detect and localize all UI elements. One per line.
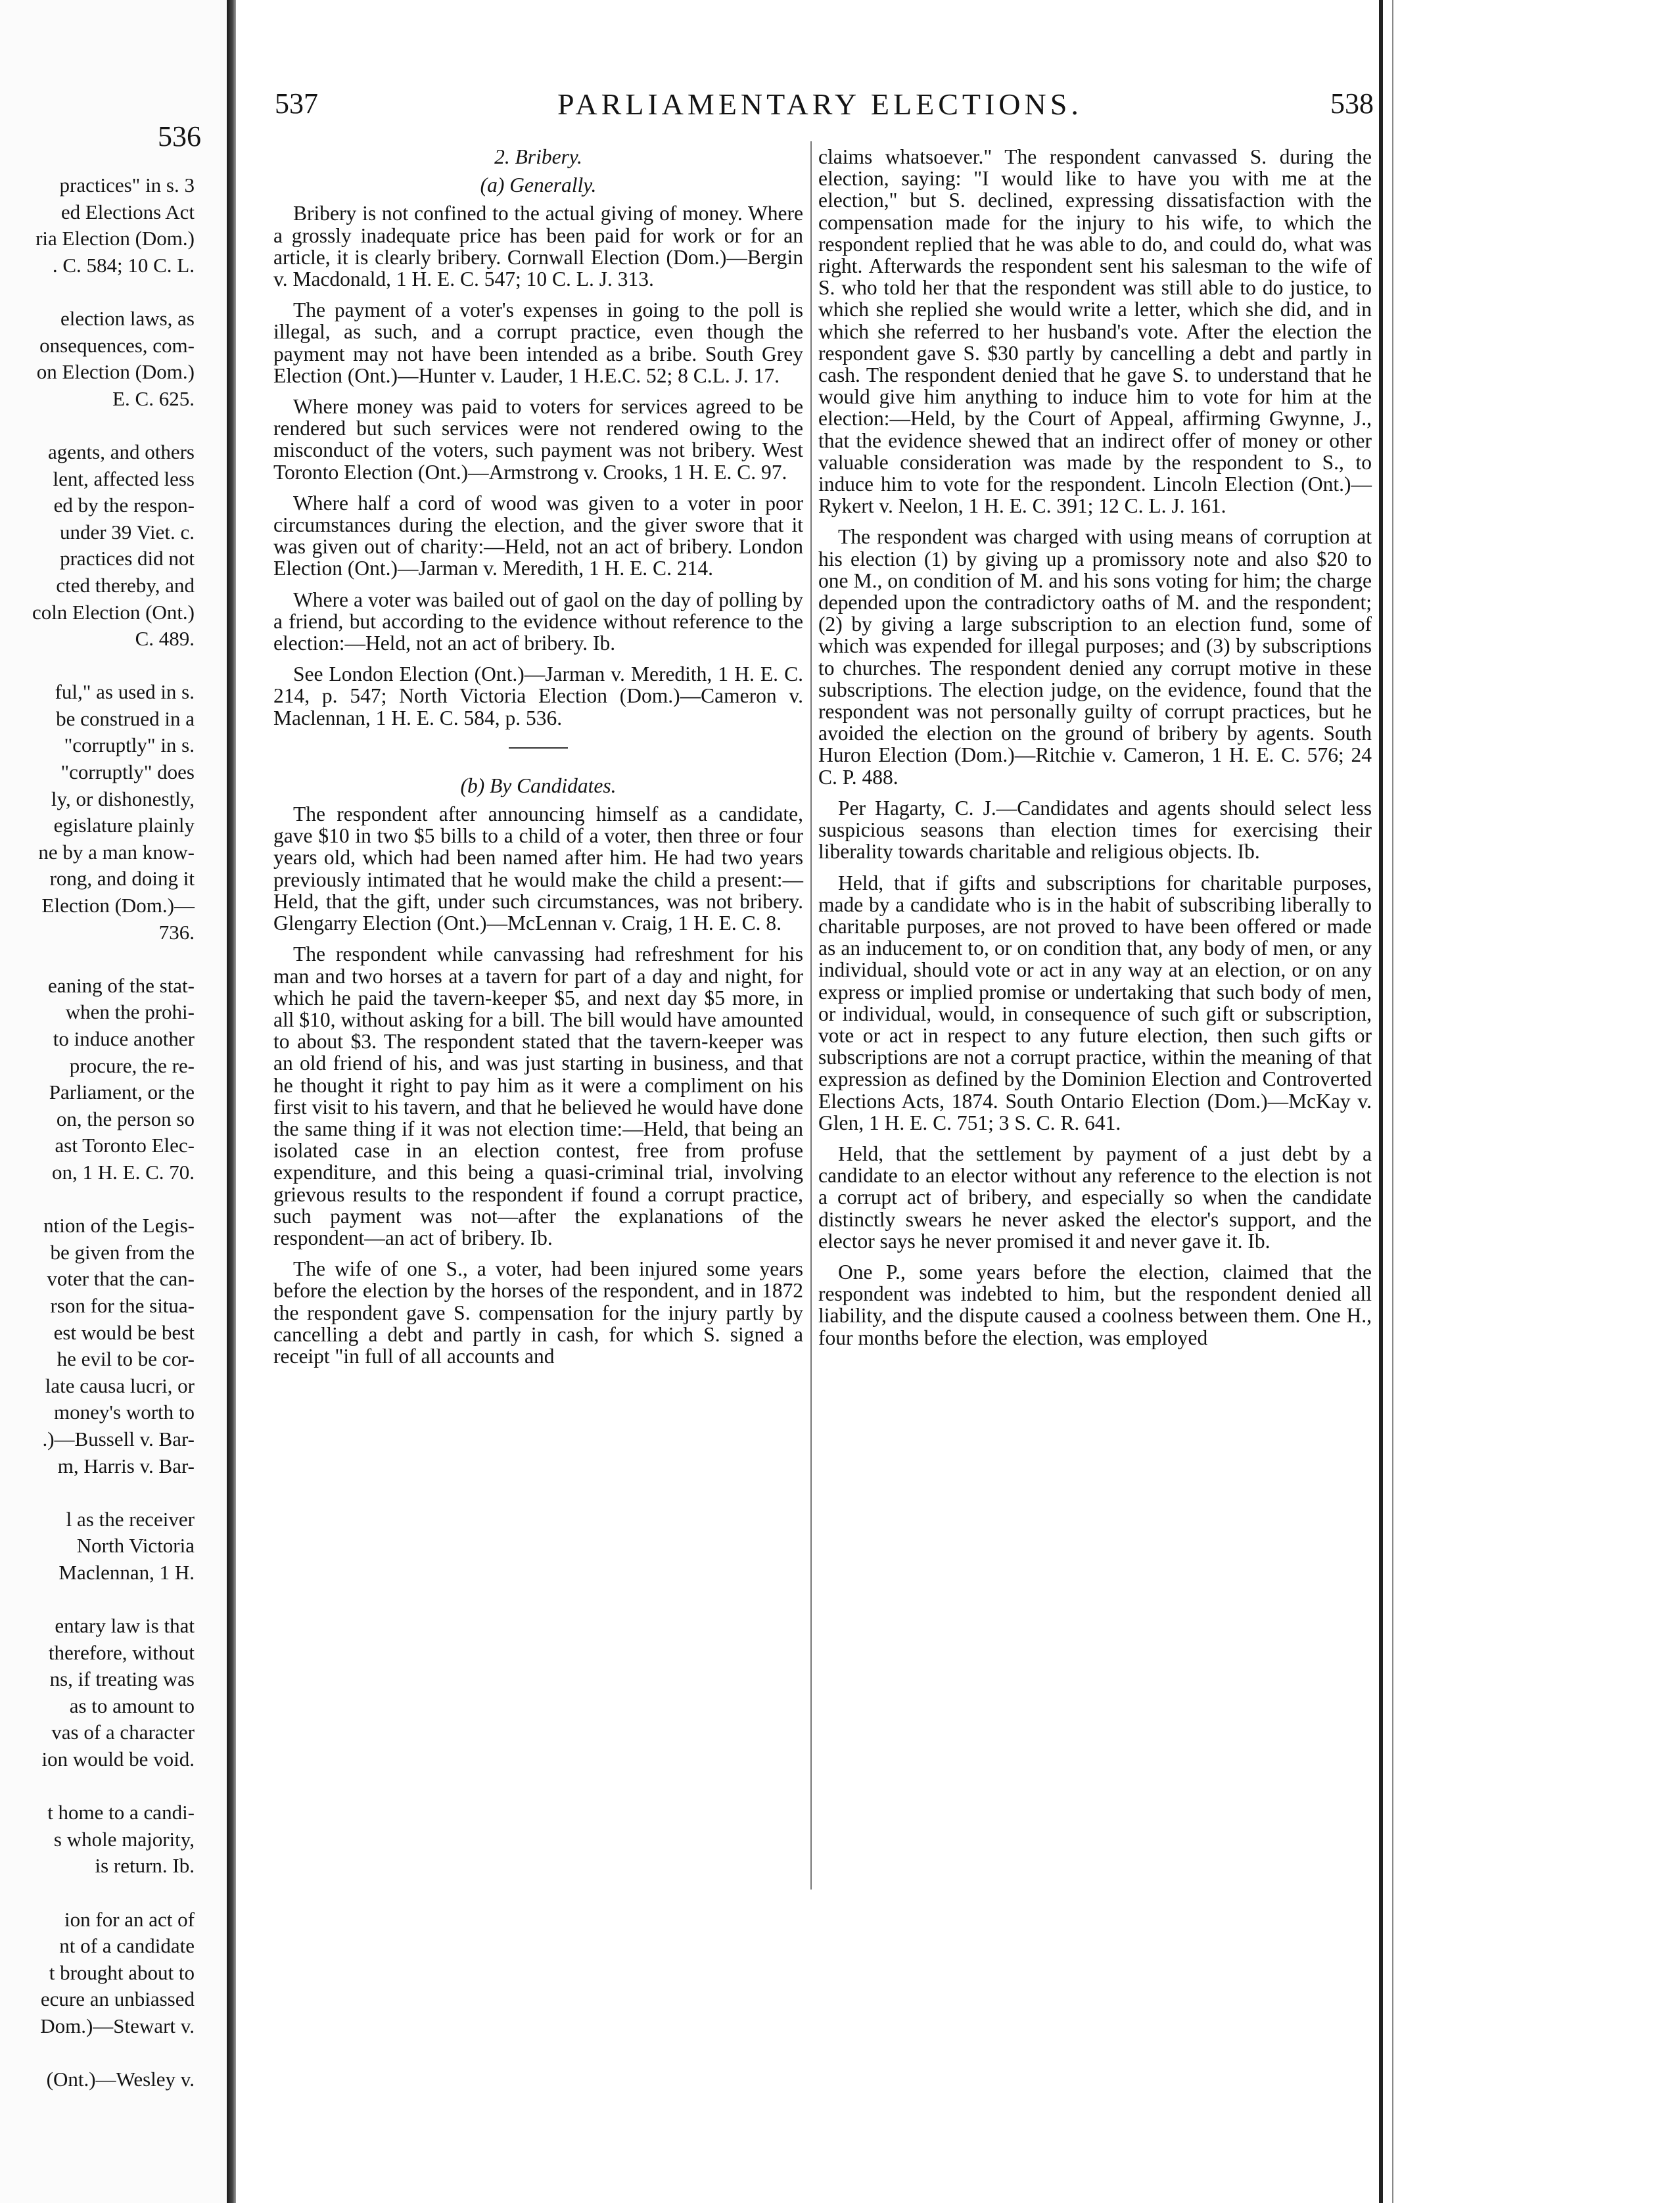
running-title: PARLIAMENTARY ELECTIONS. xyxy=(557,87,1083,121)
paragraph: Where money was paid to voters for services agreed to be rendered but such services were not rendered owing to the misconduct of the voters, such payment was not bribery. West Toronto Election (Ont.)—Armstrong v. Crooks, 1 H. E. C. 97. xyxy=(273,395,803,484)
paragraph: Held, that if gifts and subscriptions for charitable purposes, made by a candidate who is in the habit of subscribing liberally to charitable purposes, are not proved to have been offered or made as an inducement to, or on condition that, any body of men, or any individual, should vote or act in any way at an election, or on any express or implied promise or undertaking that such body of men, or individual, would, in consequence of such gift or subscription, vote or act in respect to any future election, then such gifts or subscriptions are not a corrupt practice, within the meaning of that expression as defined by the Dominion Election and Controverted Elections Acts, 1874. South Ontario Election (Dom.)—McKay v. Glen, 1 H. E. C. 751; 3 S. C. R. 641. xyxy=(818,871,1372,1134)
left-page-line: as to amount to xyxy=(69,1694,195,1717)
left-page-line: ly, or dishonestly, xyxy=(51,787,195,810)
left-page-line: is return. Ib. xyxy=(95,1854,195,1878)
text-column-left xyxy=(273,146,803,1376)
paragraph: Held, that the settlement by payment of a just debt by a candidate to an elector without any reference to the election is not a corrupt act of bribery, and especially so when the candidate distinctly swears he never asked the elector's support, and the elector says he never promised it and never gave it. Ib. xyxy=(818,1142,1372,1253)
page-header xyxy=(275,87,1374,126)
left-page-line: on, the person so xyxy=(56,1107,195,1130)
paragraph: The respondent while canvassing had refreshment for his man and two horses at a tavern for part of a day and night, for which he paid the tavern-keeper $5, and next day $5 more, in all $10, without asking for a bill. The bill would have amounted to about $3. The respondent stated that the tavern-keeper was an old friend of his, and was just starting in business, and that he thought it right to pay him as it were a compliment on his first visit to his tavern, and that he believed he would have done the same thing if it was not election time:—Held, that being an isolated case in an election contest, free from profuse expenditure, and this being a quasi-criminal trial, involving grievous results to the respondent if found a corrupt practice, such payment was not—after the explanations of the respondent—an act of bribery. Ib. xyxy=(273,942,803,1249)
left-page-line xyxy=(0,279,195,306)
left-page-line: election laws, as xyxy=(60,306,195,330)
section-heading: 2. Bribery. xyxy=(494,145,582,168)
left-page-line: he evil to be cor- xyxy=(57,1347,195,1371)
left-page-line: be given from the xyxy=(50,1240,195,1264)
section-rule xyxy=(509,747,568,749)
left-page-line: .)—Bussell v. Bar- xyxy=(42,1427,195,1450)
left-page-line: entary law is that xyxy=(55,1614,195,1638)
left-page-line: t home to a candi- xyxy=(47,1801,195,1824)
page-edge-line xyxy=(1392,0,1393,2203)
left-page-line: 736. xyxy=(158,920,195,944)
page-number-left: 537 xyxy=(275,87,318,120)
paragraph: The respondent was charged with using means of corruption at his election (1) by giving up a promissory note and also $20 to one M., on condition of M. and his sons voting for him; the charge depended upon the contradictory oaths of M. and the respondent; (2) by giving a large subscription to an election fund, some of which was expended for illegal purposes; and (3) by subscriptions to churches. The respondent denied any corrupt motive in these subscriptions. The election judge, on the evidence, found that the respondent was not personally guilty of corrupt practices, but he avoided the election on the ground of bribery by agents. South Huron Election (Dom.)—Ritchie v. Cameron, 1 H. E. C. 576; 24 C. P. 488. xyxy=(818,525,1372,789)
left-page-line: "corruptly" does xyxy=(60,760,195,784)
left-page-line xyxy=(0,1186,195,1213)
left-page-line: practices did not xyxy=(60,547,195,570)
left-page-line: ria Election (Dom.) xyxy=(35,227,195,250)
paragraph: The respondent after announcing himself as a candidate, gave $10 in two $5 bills to a child of a voter, then three or four years old, which had been named after him. He had two years previously intimated that he would make the child a present:—Held, that the gift, under such circumstances, was not bribery. Glengarry Election (Ont.)—McLennan v. Craig, 1 H. E. C. 8. xyxy=(273,802,803,935)
paragraph: Where a voter was bailed out of gaol on the day of polling by a friend, but according to the evidence without reference to the election:—Held, not an act of bribery. Ib. xyxy=(273,588,803,655)
page-edge xyxy=(1379,0,1383,2203)
left-page-line: "corruptly" in s. xyxy=(64,733,195,757)
paragraph: The payment of a voter's expenses in going to the poll is illegal, as such, and a corrupt practice, even though the payment may not have been intended as a bribe. South Grey Election (Ont.)—Hunter v. Lauder, 1 H.E.C. 52; 8 C.L. J. 17. xyxy=(273,298,803,387)
left-page-line xyxy=(0,1586,195,1613)
left-page-line: egislature plainly xyxy=(53,814,195,837)
left-page-line: rson for the situa- xyxy=(50,1293,195,1317)
paragraph: One P., some years before the election, claimed that the respondent was indebted to him, but the respondent denied all liability, and the dispute caused a coolness between them. One H., four months before the election, was employed xyxy=(818,1260,1372,1349)
left-page-line: (Ont.)—Wesley v. xyxy=(46,2068,195,2091)
page-number-right: 538 xyxy=(1330,87,1374,120)
left-page-line: ion would be void. xyxy=(41,1748,195,1771)
left-page-line: be construed in a xyxy=(56,707,195,730)
left-page-line xyxy=(0,653,195,680)
left-page-line xyxy=(0,1773,195,1800)
left-page-line: late causa lucri, or xyxy=(45,1374,195,1397)
left-page-line: Election (Dom.)— xyxy=(41,894,195,917)
left-page-line: ful," as used in s. xyxy=(55,680,195,704)
left-page-line: ntion of the Legis- xyxy=(43,1214,195,1238)
left-page-line: eaning of the stat- xyxy=(48,973,195,997)
left-page-line xyxy=(0,412,195,439)
left-page-fragment xyxy=(0,0,227,2203)
left-page-line: cted thereby, and xyxy=(56,573,195,597)
left-page-line: procure, the re- xyxy=(69,1054,195,1077)
left-page-line: coln Election (Ont.) xyxy=(32,600,195,624)
left-page-line: nt of a candidate xyxy=(59,1934,195,1958)
left-page-line: money's worth to xyxy=(54,1401,195,1424)
paragraph: Bribery is not confined to the actual giving of money. Where a grossly inadequate price has been paid for work or for an article, it is clearly bribery. Cornwall Election (Dom.)—Bergin v. Macdonald, 1 H. E. C. 547; 10 C. L. J. 313. xyxy=(273,202,803,291)
left-page-number: 536 xyxy=(158,120,201,152)
left-page-line: lent, affected less xyxy=(53,467,195,490)
text-column-right xyxy=(818,146,1372,1358)
left-page-line: ns, if treating was xyxy=(49,1667,195,1691)
left-page-line: agents, and others xyxy=(48,440,195,463)
paragraph: Where half a cord of wood was given to a voter in poor circumstances during the election, and the giver swore that it was given out of charity:—Held, not an act of bribery. London Election (Ont.)—Jarman v. Meredith, 1 H. E. C. 214. xyxy=(273,491,803,580)
left-page-line: to induce another xyxy=(53,1027,195,1050)
left-page-line: t brought about to xyxy=(49,1960,195,1984)
left-page-line xyxy=(0,1880,195,1907)
subsection-heading-a: (a) Generally. xyxy=(480,174,597,197)
paragraph: claims whatsoever." The respondent canvassed S. during the election, saying: "I would like to have you with me at the election," but S. declined, expressing dissatisfaction with the compensation made for the injury to his wife, to which the respondent replied that he was able to do, and could do, what was right. Afterwards the respondent sent his salesman to the wife of S. who told her that the respondent was still able to do justice, to which she replied she would write a letter, which she did, and in which she referred to her husband's vote. After the election the respondent gave S. $30 partly by cancelling a debt and partly in cash. The respondent denied that he gave S. to understand that he would give him anything to induce him to vote for him at the election:—Held, by the Court of Appeal, affirming Gwynne, J., that the evidence shewed that an indirect offer of money or other valuable consideration was made by the respondent to S., to induce him to vote for the respondent. Lincoln Election (Ont.)—Rykert v. Neelon, 1 H. E. C. 391; 12 C. L. J. 161. xyxy=(818,145,1372,518)
left-page-line: under 39 Viet. c. xyxy=(59,520,195,544)
left-page-line: practices" in s. 3 xyxy=(59,174,195,197)
left-page-line: . C. 584; 10 C. L. xyxy=(52,253,195,277)
subsection-heading-b: (b) By Candidates. xyxy=(460,774,617,797)
left-page-line: Parliament, or the xyxy=(49,1080,195,1104)
left-page-line xyxy=(0,946,195,973)
left-page-line: ed Elections Act xyxy=(60,200,195,223)
left-page-line: est would be best xyxy=(53,1320,195,1344)
left-page-line: s whole majority, xyxy=(53,1827,195,1851)
left-page-line: North Victoria xyxy=(76,1534,195,1558)
left-page-line: l as the receiver xyxy=(66,1507,195,1531)
left-page-line: m, Harris v. Bar- xyxy=(57,1454,195,1477)
left-page-line: rong, and doing it xyxy=(49,867,195,891)
left-page-line: voter that the can- xyxy=(47,1267,195,1291)
left-page-line: ne by a man know- xyxy=(38,840,195,864)
column-divider xyxy=(810,141,812,1890)
left-page-line xyxy=(0,1479,195,1506)
left-page-line: vas of a character xyxy=(51,1721,195,1744)
left-page-line: ion for an act of xyxy=(64,1907,195,1931)
left-page-line: on, 1 H. E. C. 70. xyxy=(52,1160,195,1184)
left-page-line: Maclennan, 1 H. xyxy=(58,1560,195,1584)
left-page-line: when the prohi- xyxy=(65,1000,195,1024)
left-page-line: therefore, without xyxy=(48,1640,195,1664)
left-page-text xyxy=(0,172,195,2093)
paragraph: See London Election (Ont.)—Jarman v. Meredith, 1 H. E. C. 214, p. 547; North Victoria Election (Dom.)—Cameron v. Maclennan, 1 H. E. C. 584, p. 536. xyxy=(273,662,803,730)
left-page-line: on Election (Dom.) xyxy=(36,360,195,384)
left-page-line: ed by the respon- xyxy=(53,494,195,517)
left-page-line: C. 489. xyxy=(135,627,195,651)
left-page-line: ast Toronto Elec- xyxy=(55,1134,195,1157)
paragraph: Per Hagarty, C. J.—Candidates and agents should select less suspicious seasons than election times for exercising their liberality towards charitable and religious objects. Ib. xyxy=(818,796,1372,864)
left-page-line: Dom.)—Stewart v. xyxy=(40,2014,195,2037)
book-gutter xyxy=(227,0,236,2203)
left-page-line: onsequences, com- xyxy=(39,333,195,357)
paragraph: The wife of one S., a voter, had been injured some years before the election by the horses of the respondent, and in 1872 the respondent gave S. compensation for the injury partly by cancelling a debt and partly in cash, for which S. signed a receipt "in full of all accounts and xyxy=(273,1257,803,1368)
left-page-line: ecure an unbiassed xyxy=(40,1987,195,2011)
left-page-line: E. C. 625. xyxy=(112,386,195,410)
left-page-line xyxy=(0,2040,195,2067)
